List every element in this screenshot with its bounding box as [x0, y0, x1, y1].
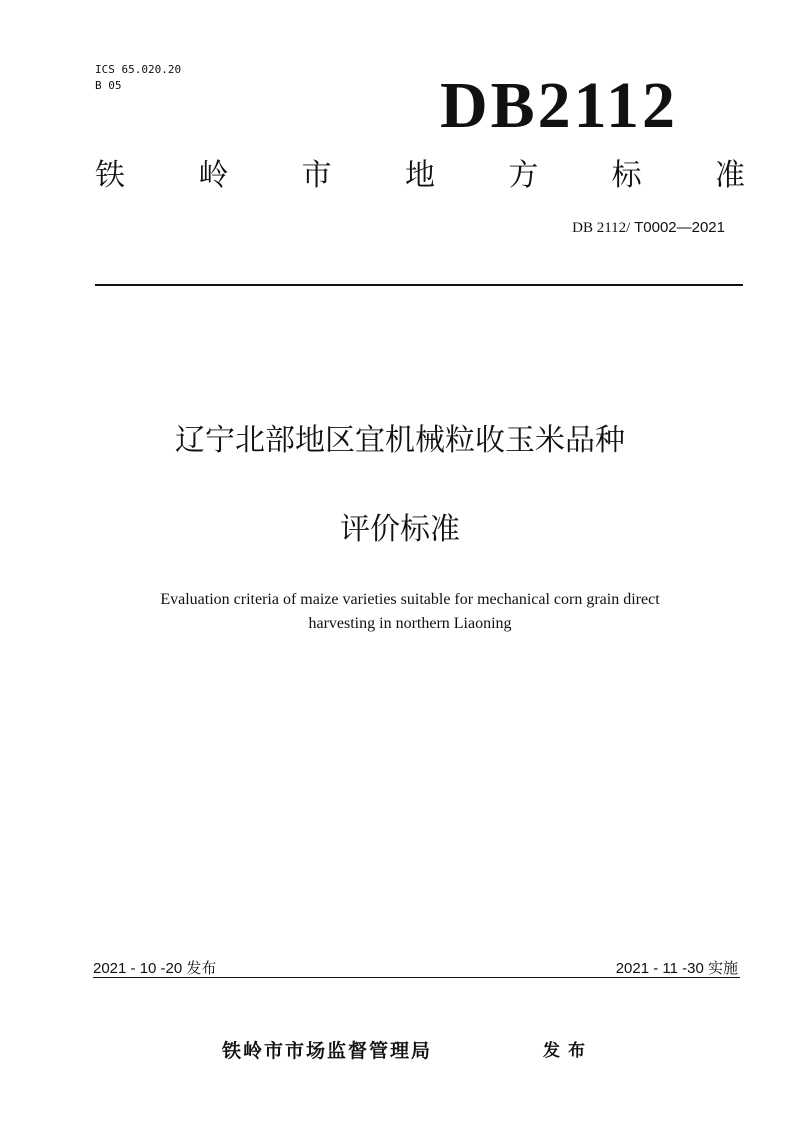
document-title-line2: 评价标准 — [340, 512, 460, 547]
document-number-suffix: T0002—2021 — [634, 219, 725, 236]
publish-date: 2021 - 10 -20 发布 — [93, 960, 217, 977]
date-divider — [93, 977, 740, 978]
standard-type-char: 方 — [508, 158, 539, 193]
header-divider — [95, 284, 743, 286]
standard-type-heading — [95, 156, 745, 196]
standard-type-char: 市 — [301, 158, 332, 193]
document-title-line1: 辽宁北部地区宜机械粒收玉米品种 — [175, 423, 625, 458]
standard-type-char: 准 — [714, 158, 745, 193]
english-title-line1: Evaluation criteria of maize varieties suitable for mechanical corn grain direct — [160, 591, 660, 608]
standard-type-char: 岭 — [198, 158, 229, 193]
classification-block — [95, 62, 181, 94]
english-title — [100, 588, 720, 636]
ccs-code: B 05 — [95, 79, 122, 92]
standard-type-char: 地 — [404, 158, 435, 193]
document-number — [572, 216, 725, 239]
english-title-line2: harvesting in northern Liaoning — [308, 615, 512, 632]
standard-code: DB2112 — [440, 69, 679, 142]
ics-code: ICS 65.020.20 — [95, 63, 182, 76]
implement-date: 2021 - 11 -30 实施 — [615, 960, 738, 977]
document-number-prefix: DB 2112/ — [572, 220, 635, 236]
standard-type-char: 标 — [611, 158, 642, 193]
standard-type-char: 铁 — [95, 158, 125, 193]
issuing-authority: 铁岭市市场监督管理局 — [222, 1040, 433, 1062]
issuing-label: 发布 — [543, 1041, 593, 1061]
